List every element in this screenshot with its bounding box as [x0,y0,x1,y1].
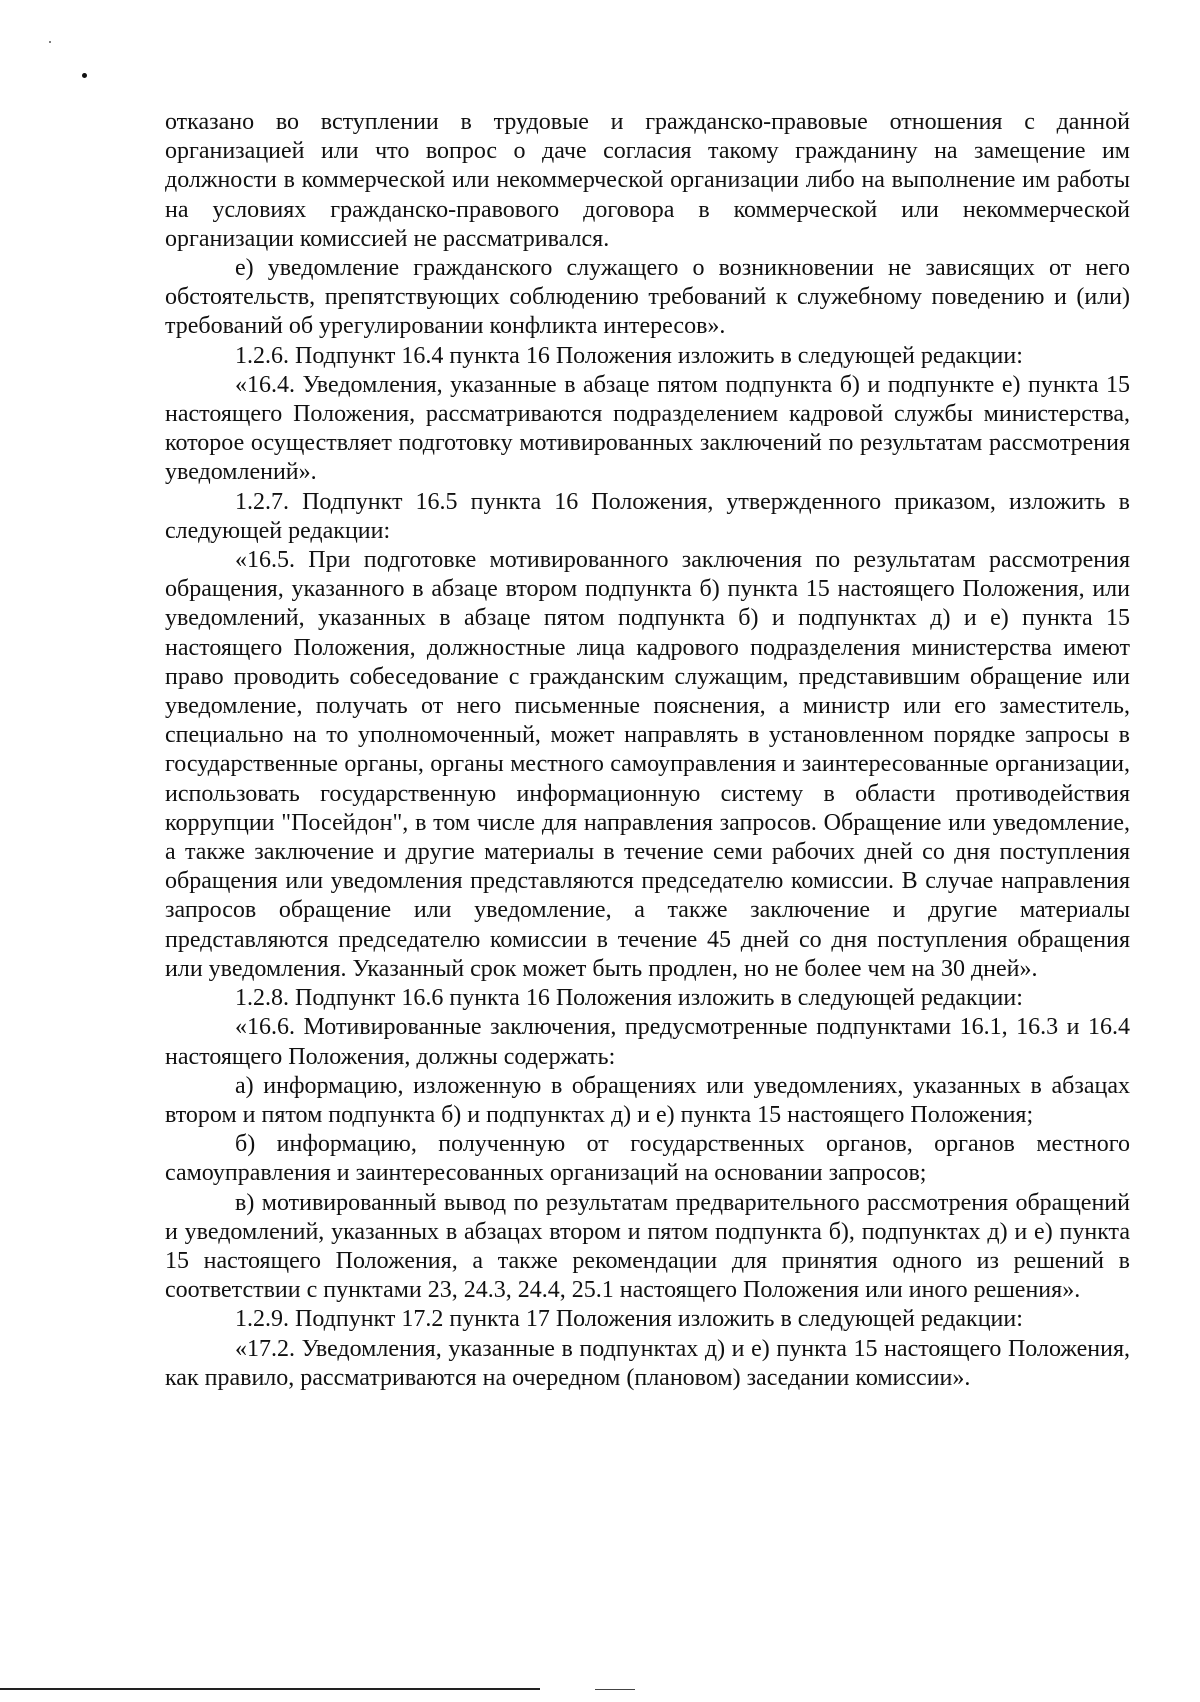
paragraph-1-2-9: 1.2.9. Подпункт 17.2 пункта 17 Положения изложить в следующей редакции: [235,1306,1023,1333]
paragraph-item-a: а) информацию, изложенную в обращениях или уведомлениях, указанных в абзацах втором и пятом подпункта б) и подпунктах д) и е) пункта 15 настоящего Положения; [165,1072,1130,1128]
paragraph-item-b: б) информацию, полученную от государственных органов, органов местного самоуправления и заинтересованных организаций на основании запросов; [165,1131,1130,1187]
paragraph-16-5: «16.5. При подготовке мотивированного заключения по результатам рассмотрения обращения, указанного в абзаце втором подпункта б) пункта 15 настоящего Положения, или уведомлений, указанных в абзаце пятом подпункта б) и подпунктах д) и е) пункта 15 настоящего Положения, должностные лица кадрового подразделения министерства имеют право проводить собеседование с гражданским служащим, представившим обращение или уведомление, получать от него письменные пояснения, а министр или его заместитель, специально на то уполномоченный, может направлять в установленном порядке запросы в государственные органы, органы местного самоуправления и заинтересованные организации, использовать государственную информационную систему в области противодействия коррупции "Посейдон", в том числе для направления запросов. Обращение или уведомление, а также заключение и другие материалы в течение семи рабочих дней со дня поступления обращения или уведомления представляются председателю комиссии. В случае направления запросов обращение или уведомление, а также заключение и другие материалы представляются председателю комиссии в течение 45 дней со дня поступления обращения или уведомления. Указанный срок может быть продлен, но не более чем на 30 дней». [165,547,1130,982]
paragraph-1-2-8: 1.2.8. Подпункт 16.6 пункта 16 Положения изложить в следующей редакции: [235,985,1023,1012]
paragraph-16-4: «16.4. Уведомления, указанные в абзаце пятом подпункта б) и подпункте е) пункта 15 настоящего Положения, рассматриваются подразделением кадровой службы министерства, которое осуществляет подготовку мотивированных заключений по результатам рассмотрения уведомлений». [165,371,1130,486]
paragraph-16-6: «16.6. Мотивированные заключения, предусмотренные подпунктами 16.1, 16.3 и 16.4 настоящего Положения, должны содержать: [165,1014,1130,1070]
paragraph-item-v: в) мотивированный вывод по результатам предварительного рассмотрения обращений и уведомлений, указанных в абзацах втором и пятом подпункта б), подпунктах д) и е) пункта 15 настоящего Положения, а также рекомендации для принятия одного из решений в соответствии с пунктами 23, 24.3, 24.4, 25.1 настоящего Положения или иного решения». [165,1189,1130,1304]
paragraph-item-e: е) уведомление гражданского служащего о возникновении не зависящих от него обстоятельств, препятствующих соблюдению требований к служебному поведению и (или) требований об урегулировании конфликта интересов». [165,255,1130,340]
paragraph-1-2-6: 1.2.6. Подпункт 16.4 пункта 16 Положения изложить в следующей редакции: [235,342,1023,369]
paragraph-1-2-7: 1.2.7. Подпункт 16.5 пункта 16 Положения, утвержденного приказом, изложить в следующей редакции: [165,488,1130,544]
scan-artifact-dot [82,73,87,78]
paragraph-17-2: «17.2. Уведомления, указанные в подпунктах д) и е) пункта 15 настоящего Положения, как правило, рассматриваются на очередном (плановом) заседании комиссии». [165,1335,1130,1391]
page-bottom-rule-fragment [595,1689,635,1690]
scan-artifact-dot [49,41,51,43]
document-body [165,108,1130,1393]
paragraph-continuation: отказано во вступлении в трудовые и гражданско-правовые отношения с данной организацией или что вопрос о даче согласия такому гражданину на замещение им должности в коммерческой или некоммерческой организации либо на выполнение им работы на условиях гражданско-правового договора в коммерческой или некоммерческой организации комиссией не рассматривался. [165,109,1130,252]
page-bottom-rule [0,1688,540,1690]
